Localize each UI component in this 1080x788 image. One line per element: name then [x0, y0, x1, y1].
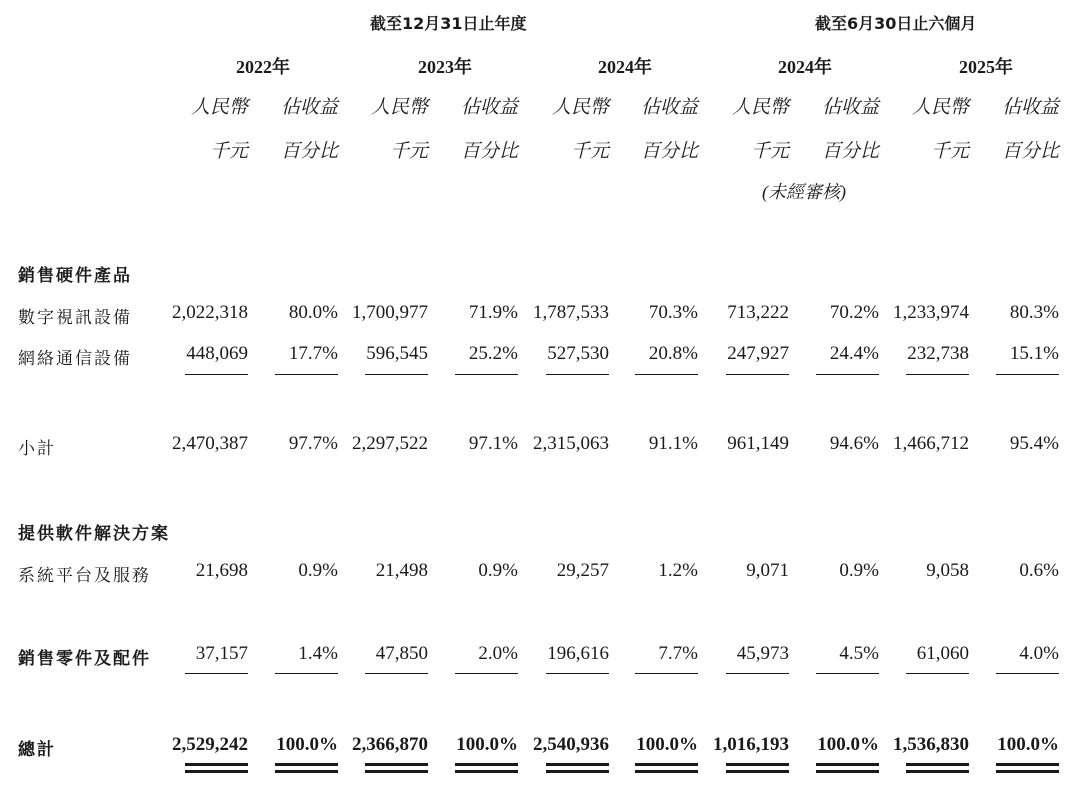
double-underline-top [455, 763, 518, 766]
underline [996, 374, 1059, 375]
underline [906, 673, 969, 674]
cell: 4.0% [1019, 643, 1059, 664]
row-label-subtotal: 小計 [18, 439, 56, 459]
unaudited-note: (未經審核) [762, 182, 846, 202]
col-header-rmb-2024: 人民幣 [551, 97, 609, 118]
cell: 247,927 [727, 343, 789, 364]
cell: 961,149 [727, 433, 789, 454]
period-header-year-end: 截至12月31日止年度 [370, 14, 527, 33]
cell: 80.3% [1009, 302, 1059, 323]
underline [906, 374, 969, 375]
cell: 2,297,522 [352, 433, 428, 454]
underline [365, 673, 428, 674]
double-underline-top [816, 763, 879, 766]
cell: 527,530 [547, 343, 609, 364]
col-unit-rmb-2024-h1: 千元 [750, 141, 789, 162]
cell-total: 100.0% [636, 734, 698, 755]
underline [726, 673, 789, 674]
cell-total: 100.0% [997, 734, 1059, 755]
cell: 21,698 [195, 560, 248, 581]
section-label-hardware: 銷售硬件產品 [18, 266, 132, 286]
cell: 0.9% [839, 560, 879, 581]
cell: 17.7% [288, 343, 338, 364]
cell: 4.5% [839, 643, 879, 664]
col-header-pct-2023: 佔收益 [460, 97, 518, 118]
cell: 448,069 [186, 343, 248, 364]
year-header-2024: 2024年 [598, 57, 652, 77]
underline [996, 673, 1059, 674]
double-underline-bottom [726, 770, 789, 773]
cell: 1,466,712 [893, 433, 969, 454]
underline [365, 374, 428, 375]
col-header-rmb-2024-h1: 人民幣 [731, 97, 789, 118]
cell: 21,498 [375, 560, 428, 581]
double-underline-top [906, 763, 969, 766]
double-underline-bottom [996, 770, 1059, 773]
cell-total: 100.0% [817, 734, 879, 755]
col-unit-pct-2022: 百分比 [280, 141, 338, 162]
underline [455, 374, 518, 375]
double-underline-bottom [185, 770, 248, 773]
cell: 1,787,533 [533, 302, 609, 323]
row-label-digital-video: 數字視訊設備 [18, 308, 132, 328]
underline [635, 673, 698, 674]
cell: 71.9% [468, 302, 518, 323]
cell: 0.9% [298, 560, 338, 581]
double-underline-top [546, 763, 609, 766]
row-label-total: 總計 [18, 740, 56, 760]
cell: 97.1% [468, 433, 518, 454]
double-underline-top [726, 763, 789, 766]
cell: 196,616 [547, 643, 609, 664]
double-underline-bottom [455, 770, 518, 773]
double-underline-bottom [275, 770, 338, 773]
row-label-network-comm: 網絡通信設備 [18, 349, 132, 369]
col-unit-pct-2025-h1: 百分比 [1001, 141, 1059, 162]
cell: 0.9% [478, 560, 518, 581]
double-underline-bottom [635, 770, 698, 773]
cell: 70.2% [829, 302, 879, 323]
double-underline-top [996, 763, 1059, 766]
double-underline-top [635, 763, 698, 766]
cell: 1.4% [298, 643, 338, 664]
underline [816, 673, 879, 674]
cell: 9,058 [926, 560, 969, 581]
underline [816, 374, 879, 375]
underline [185, 673, 248, 674]
year-header-2024-h1: 2024年 [778, 57, 832, 77]
cell: 1,700,977 [352, 302, 428, 323]
cell: 29,257 [556, 560, 609, 581]
col-header-rmb-2023: 人民幣 [370, 97, 428, 118]
cell-total: 1,536,830 [893, 734, 969, 755]
cell: 1,233,974 [893, 302, 969, 323]
cell: 47,850 [375, 643, 428, 664]
cell: 24.4% [829, 343, 879, 364]
cell: 61,060 [916, 643, 969, 664]
underline [546, 374, 609, 375]
col-unit-pct-2023: 百分比 [460, 141, 518, 162]
cell: 0.6% [1019, 560, 1059, 581]
cell: 2,315,063 [533, 433, 609, 454]
underline [185, 374, 248, 375]
double-underline-bottom [906, 770, 969, 773]
double-underline-top [275, 763, 338, 766]
year-header-2025-h1: 2025年 [959, 57, 1013, 77]
cell: 596,545 [366, 343, 428, 364]
cell: 45,973 [736, 643, 789, 664]
double-underline-top [185, 763, 248, 766]
cell: 7.7% [658, 643, 698, 664]
col-header-pct-2024-h1: 佔收益 [821, 97, 879, 118]
col-unit-rmb-2025-h1: 千元 [930, 141, 969, 162]
col-header-pct-2024: 佔收益 [640, 97, 698, 118]
cell-total: 100.0% [276, 734, 338, 755]
cell-total: 2,529,242 [172, 734, 248, 755]
cell: 1.2% [658, 560, 698, 581]
cell: 2,470,387 [172, 433, 248, 454]
col-unit-rmb-2023: 千元 [389, 141, 428, 162]
double-underline-bottom [816, 770, 879, 773]
double-underline-top [365, 763, 428, 766]
row-label-platform-services: 系統平台及服務 [18, 566, 151, 586]
col-unit-rmb-2024: 千元 [570, 141, 609, 162]
cell-total: 100.0% [456, 734, 518, 755]
cell: 15.1% [1009, 343, 1059, 364]
cell: 91.1% [648, 433, 698, 454]
period-header-six-months: 截至6月30日止六個月 [815, 14, 977, 33]
double-underline-bottom [365, 770, 428, 773]
underline [635, 374, 698, 375]
cell: 37,157 [195, 643, 248, 664]
col-header-rmb-2022: 人民幣 [190, 97, 248, 118]
cell-total: 2,366,870 [352, 734, 428, 755]
row-label-parts: 銷售零件及配件 [18, 649, 151, 669]
cell: 9,071 [746, 560, 789, 581]
col-header-rmb-2025-h1: 人民幣 [911, 97, 969, 118]
underline [455, 673, 518, 674]
section-label-software: 提供軟件解決方案 [18, 524, 170, 544]
cell-total: 1,016,193 [713, 734, 789, 755]
underline [726, 374, 789, 375]
cell: 95.4% [1009, 433, 1059, 454]
cell: 2,022,318 [172, 302, 248, 323]
col-unit-pct-2024: 百分比 [640, 141, 698, 162]
cell: 25.2% [468, 343, 518, 364]
year-header-2022: 2022年 [236, 57, 290, 77]
cell: 713,222 [727, 302, 789, 323]
col-header-pct-2025-h1: 佔收益 [1001, 97, 1059, 118]
cell: 80.0% [288, 302, 338, 323]
year-header-2023: 2023年 [418, 57, 472, 77]
col-header-pct-2022: 佔收益 [280, 97, 338, 118]
double-underline-bottom [546, 770, 609, 773]
cell: 94.6% [829, 433, 879, 454]
cell: 20.8% [648, 343, 698, 364]
cell-total: 2,540,936 [533, 734, 609, 755]
underline [546, 673, 609, 674]
col-unit-pct-2024-h1: 百分比 [821, 141, 879, 162]
cell: 97.7% [288, 433, 338, 454]
cell: 70.3% [648, 302, 698, 323]
cell: 2.0% [478, 643, 518, 664]
col-unit-rmb-2022: 千元 [209, 141, 248, 162]
cell: 232,738 [907, 343, 969, 364]
underline [275, 673, 338, 674]
underline [275, 374, 338, 375]
